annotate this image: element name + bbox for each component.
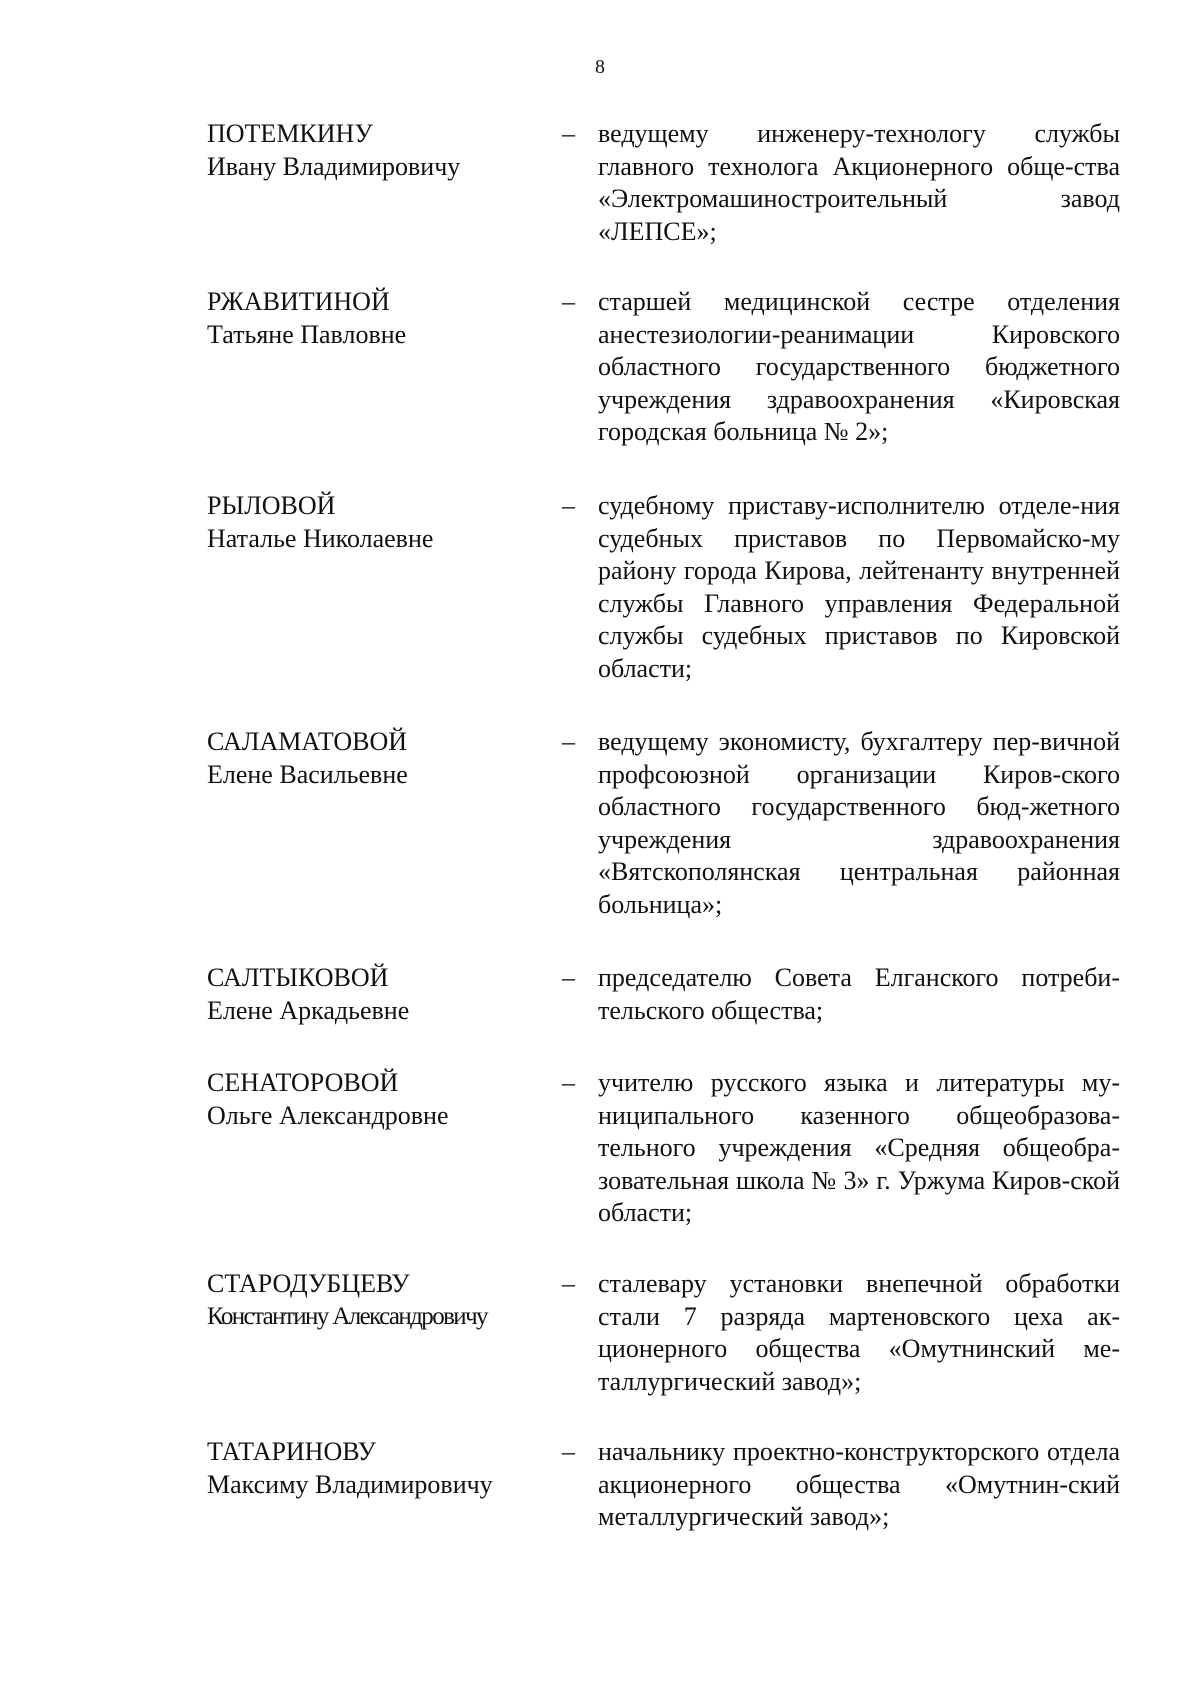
separator-dash: – [562, 1269, 575, 1298]
separator-dash: – [562, 1068, 575, 1097]
person-given-name: Елене Аркадьевне [207, 995, 410, 1025]
person-surname: СТАРОДУБЦЕВУ [207, 1269, 410, 1298]
person-given-name: Наталье Николаевне [207, 523, 434, 553]
person-given-name: Ивану Владимировичу [207, 151, 461, 181]
position-description: сталевару установки внепечной обработки стали 7 разряда мартеновского цеха ак-ционерного общества «Омутнинский ме-таллургический завод»; [598, 1269, 1120, 1396]
position-description: председателю Совета Елганского потреби-тельского общества; [598, 963, 1120, 1025]
separator-dash: – [562, 287, 575, 316]
person-surname: РЖАВИТИНОЙ [207, 287, 390, 316]
position-description: ведущему экономисту, бухгалтеру пер-вичной профсоюзной организации Киров-ского областного государственного бюд-жетного учреждения здравоохранения «Вятскополянская центральная районная больница»; [598, 727, 1120, 919]
person-surname: СЕНАТОРОВОЙ [207, 1068, 399, 1097]
position-description: старшей медицинской сестре отделения анестезиологии-реанимации Кировского областного государственного бюджетного учреждения здравоохранения «Кировская городская больница № 2»; [598, 287, 1120, 446]
person-name [207, 1268, 567, 1333]
person-surname: РЫЛОВОЙ [207, 491, 336, 520]
person-surname: ПОТЕМКИНУ [207, 119, 373, 148]
position-description: судебному приставу-исполнителю отделе-ния судебных приставов по Первомайско-му району города Кирова, лейтенанту внутренней службы Главного управления Федеральной службы судебных приставов по Кировской области; [598, 491, 1120, 683]
person-name [207, 726, 567, 791]
person-name [207, 1067, 567, 1132]
person-surname: САЛТЫКОВОЙ [207, 963, 389, 992]
person-name [207, 962, 567, 1027]
person-given-name: Татьяне Павловне [207, 319, 407, 349]
person-surname: ТАТАРИНОВУ [207, 1437, 376, 1466]
separator-dash: – [562, 727, 575, 756]
person-given-name: Елене Васильевне [207, 759, 408, 789]
person-given-name: Максиму Владимировичу [207, 1469, 493, 1499]
position-description: учителю русского языка и литературы му-ниципального казенного общеобразова-тельного учреждения «Средняя общеобра-зовательная школа № 3» г. Уржума Киров-ской области; [598, 1068, 1120, 1227]
separator-dash: – [562, 491, 575, 520]
person-name [207, 1436, 567, 1501]
person-surname: САЛАМАТОВОЙ [207, 727, 408, 756]
person-name [207, 286, 567, 351]
person-name [207, 490, 567, 555]
separator-dash: – [562, 119, 575, 148]
separator-dash: – [562, 963, 575, 992]
separator-dash: – [562, 1437, 575, 1466]
person-given-name: Константину Александровичу [207, 1302, 487, 1330]
page-number: 8 [595, 56, 605, 78]
person-given-name: Ольге Александровне [207, 1100, 449, 1130]
person-name [207, 118, 567, 183]
position-description: начальнику проектно-конструкторского отдела акционерного общества «Омутнин-ский металлургический завод»; [598, 1437, 1120, 1531]
position-description: ведущему инженеру-технологу службы главного технолога Акционерного обще-ства «Электромашиностроительный завод «ЛЕПСЕ»; [598, 119, 1120, 246]
